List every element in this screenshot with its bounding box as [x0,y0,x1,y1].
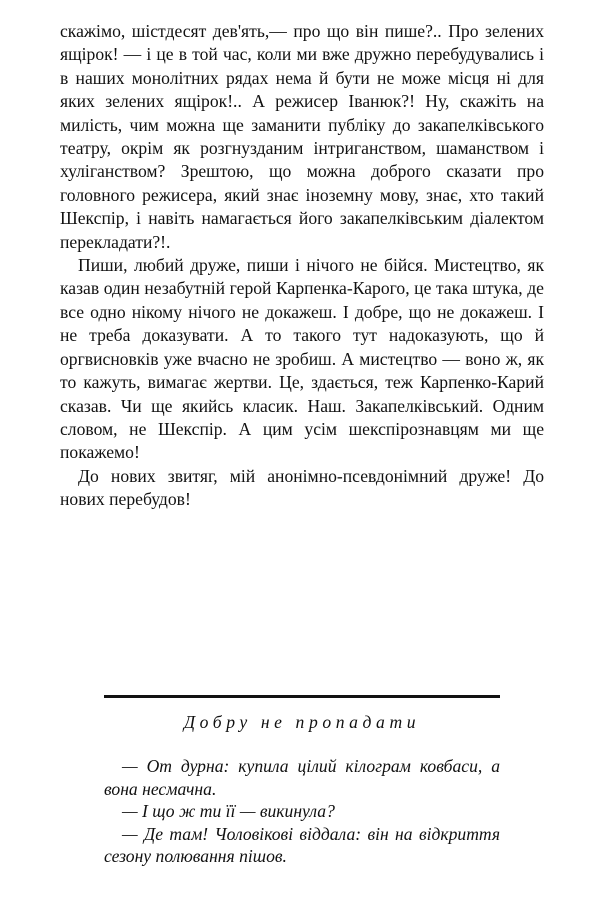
dialogue-line: — І що ж ти її — викинула? [122,801,335,821]
dialogue-line: — От дурна: купила цілий кілограм ковбаси, а вона несмачна. [104,756,500,799]
article-paragraph: До нових звитяг, мій анонімно-псевдонімний друже! До нових перебудов! [60,465,544,510]
dialogue-line: — Де там! Чоловікові віддала: він на відкриття сезону полювання пішов. [104,823,500,866]
article-body [60,20,544,512]
joke-title: Добру не пропадати [183,712,421,732]
joke-body [104,755,500,868]
section-divider [104,695,500,698]
article-paragraph: скажімо, шістдесят дев'ять,— про що він пише?.. Про зелених ящірок! — і це в той час, коли ми вже дружно перебудувались і в наших монолітних рядах нема й бути не може місця ні для яких зелених ящірок!.. А режисер Іванюк?! Ну, скажіть на милість, чим можна ще заманити публіку до закапелківського театру, окрім як розгнузданим інтриганством, шаманством і хуліганством? Зрештою, що можна доброго сказати про головного режисера, який знає іноземну мову, знає, хто такий Шекспір, і навіть намагається його закапелківським діалектом перекладати?!. [60,21,544,252]
article-paragraph: Пиши, любий друже, пиши і нічого не бійся. Мистецтво, як казав один незабутній герой Карпенка-Карого, це така штука, де все одно нікому нічого не докажеш. І добре, що не докажеш. І не треба доказувати. А то такого тут надоказують, що й оргвисновків уже вчасно не зробиш. А мистецтво — воно ж, як то кажуть, вимагає жертви. Це, здається, теж Карпенко-Карий сказав. Чи ще якийсь класик. Наш. Закапелківський. Одним словом, не Шекспір. А цим усім шекспірознавцям ми ще покажемо! [60,255,544,463]
